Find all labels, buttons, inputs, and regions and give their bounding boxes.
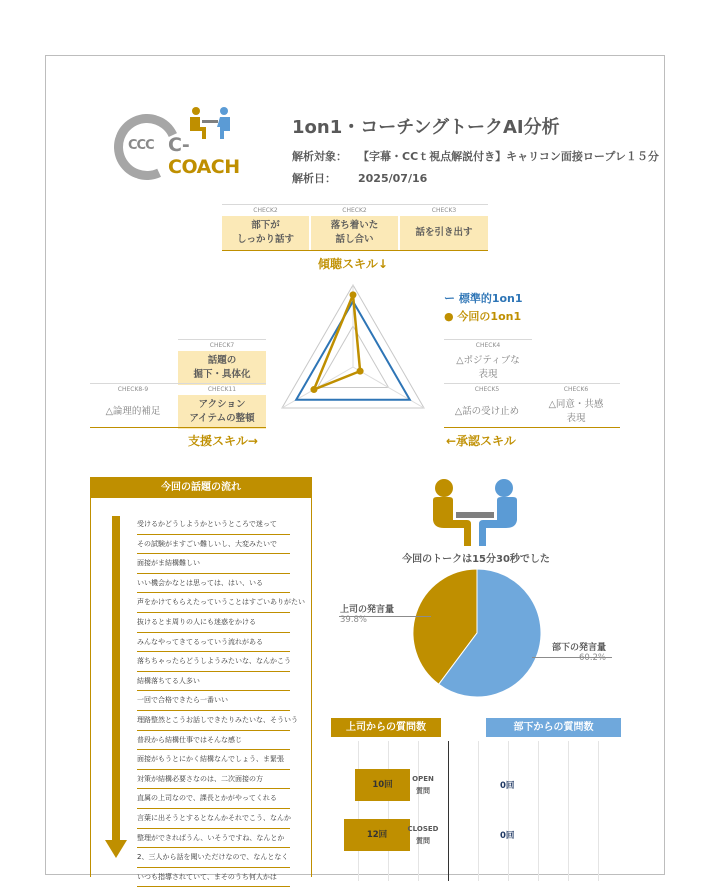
sub-questions-header: 部下からの質問数 — [486, 718, 621, 737]
report-meta — [292, 146, 659, 190]
radar-legend — [444, 290, 523, 326]
topic-item: 整理ができればうん、いそうですね、なんとか — [137, 829, 290, 849]
boss-speech-label: 上司の発言量 39.8% — [340, 605, 395, 625]
date-label: 解析日： — [292, 172, 336, 185]
logo-wordmark: C-COACH — [168, 134, 240, 178]
listening-skill-title: 傾聴スキル↓ — [318, 257, 388, 271]
topic-item: 理路整然とこうお話しできたりみたいな、そういう — [137, 711, 290, 731]
talk-duration-summary: 今回のトークは15分30秒でした — [402, 554, 550, 565]
grid-line — [418, 741, 419, 881]
grid-line — [538, 741, 539, 881]
report-page — [45, 55, 665, 881]
topic-list — [137, 515, 305, 887]
topic-item: 抜けるとま周りの人にも迷惑をかける — [137, 613, 290, 633]
report-title: 1on1・コーチングトークAI分析 — [292, 117, 560, 138]
support-cell-logic: CHECK8-9 △論理的補足 — [105, 386, 161, 417]
sub-speech-label: 部下の発言量 60.2% — [552, 643, 607, 663]
topic-item: 普段から結構仕事ではそんな感じ — [137, 731, 290, 751]
topic-item: 2、三人から話を聞いただけなので、なんとなく — [137, 848, 290, 868]
topic-item: その試験がますごい難しいし、大変みたいで — [137, 535, 290, 555]
support-cell-action: CHECK11 アクション アイテムの整頓 — [178, 385, 266, 429]
legend-current: ● 今回の1on1 — [444, 310, 522, 323]
logo-cc-mark: CCC — [128, 138, 154, 153]
listening-cell-2: CHECK2 落ち着いた 話し合い — [311, 206, 398, 250]
sub-speech-pct: 60.2% — [579, 653, 607, 663]
flow-arrow-icon — [112, 516, 120, 846]
conversation-people-icon — [430, 478, 520, 548]
topic-item: 声をかけてもらえたっていうことはすごいありがたい — [137, 593, 290, 613]
grid-line — [508, 741, 509, 881]
boss-question-bar: 12回 — [344, 819, 410, 851]
grid-line — [388, 741, 389, 881]
topic-item: 直属の上司なので、課長とかがやってくれる — [137, 789, 290, 809]
logo-people-icon — [184, 106, 236, 140]
topic-item: 面接がもうとにかく結構なんでしょう、ま緊張 — [137, 750, 290, 770]
radar-current-point — [357, 368, 364, 375]
subject-value: 【字幕・CCｔ視点解説付き】キャリコン面接ロープレ１５分 — [358, 150, 659, 163]
radar-current-point — [310, 386, 317, 393]
boss-questions-header: 上司からの質問数 — [331, 718, 441, 737]
boss-question-bar: 10回 — [355, 769, 410, 801]
topic-flow-panel — [90, 477, 312, 881]
topic-item: 面接がま結構難しい — [137, 554, 290, 574]
topic-item: 落ちちゃったらどうしようみたいな、なんかこう — [137, 652, 290, 672]
question-category-label: OPEN 質問 — [412, 775, 434, 795]
grid-line — [598, 741, 599, 881]
approval-cell-receive: CHECK5 △話の受け止め — [454, 386, 520, 417]
skill-radar-chart — [278, 282, 428, 414]
subject-label: 解析対象： — [292, 150, 347, 163]
topic-item: 受けるかどうしようかというところで迷って — [137, 515, 290, 535]
listening-cell-1: CHECK2 部下が しっかり話す — [222, 206, 309, 250]
topic-item: いい機会かなとは思っては、はい、いる — [137, 574, 290, 594]
cc-coach-logo — [114, 106, 244, 186]
grid-line — [568, 741, 569, 881]
approval-cell-positive: CHECK4 △ポジティブな 表現 — [456, 342, 520, 380]
listening-cell-3: CHECK3 話を引き出す — [400, 206, 488, 250]
support-skill-title: 支援スキル→ — [188, 434, 258, 448]
topic-item: 言葉に出そうとするとなんかそれでこう、なんか — [137, 809, 290, 829]
topic-item: 一回で合格できたら一番いい — [137, 691, 290, 711]
grid-line — [478, 741, 479, 881]
topic-item: 対策が結構必要さなのは、二次面接の方 — [137, 770, 290, 790]
question-count-chart — [338, 741, 620, 881]
radar-current-point — [350, 291, 357, 298]
topic-item: いつも指導されていて、まそのうち何人かは — [137, 868, 290, 887]
sub-question-value: 0回 — [500, 831, 515, 841]
approval-skill-title: ←承認スキル — [446, 434, 516, 448]
approval-cell-empathy: CHECK6 △同意・共感 表現 — [548, 386, 604, 424]
sub-question-value: 0回 — [500, 781, 515, 791]
support-cell-drilldown: CHECK7 話題の 掘下・具体化 — [178, 341, 266, 385]
topic-item: みんなやってきてるっていう流れがある — [137, 633, 290, 653]
date-value: 2025/07/16 — [358, 172, 428, 185]
speaking-ratio-pie-chart — [412, 568, 542, 698]
question-category-label: CLOSED 質問 — [407, 825, 439, 845]
topic-item: 結構落ちてる人多い — [137, 672, 290, 692]
legend-standard: ー 標準的1on1 — [444, 292, 523, 305]
topic-flow-title: 今回の話題の流れ — [91, 478, 311, 498]
boss-speech-pct: 39.8% — [340, 615, 368, 625]
grid-line — [358, 741, 359, 881]
